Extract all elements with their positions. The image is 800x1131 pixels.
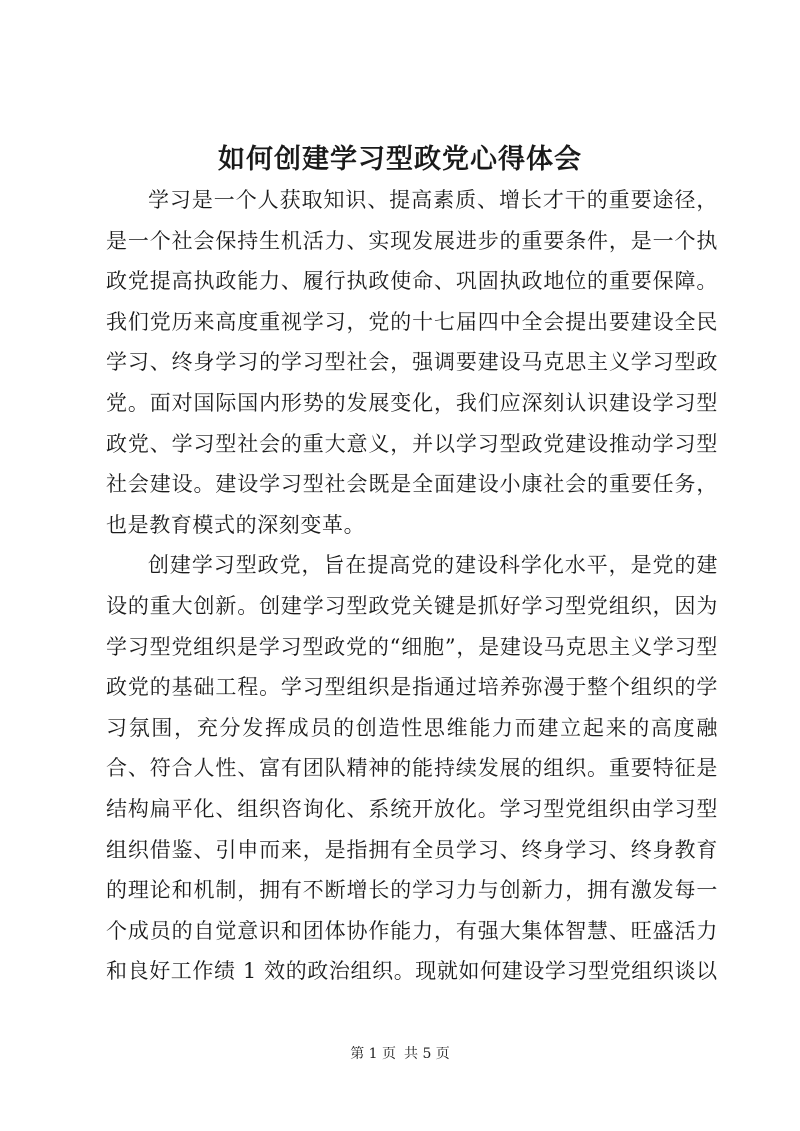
paragraph-1: 学习是一个人获取知识、提高素质、增长才干的重要途径，是一个社会保持生机活力、实现发展进步的重要条件，是一个执政党提高执政能力、履行执政使命、巩固执政地位的重要保障。我们党历来高度重视学习，党的十七届四中全会提出要建设全民学习、终身学习的学习型社会，强调要建设马克思主义学习型政党。面对国际国内形势的发展变化，我们应深刻认识建设学习型政党、学习型社会的重大意义，并以学习型政党建设推动学习型社会建设。建设学习型社会既是全面建设小康社会的重要任务，也是教育模式的深刻变革。 bbox=[106, 188, 718, 537]
document-body bbox=[106, 180, 718, 992]
document-title: 如何创建学习型政党心得体会 bbox=[218, 144, 582, 175]
paragraph-2: 创建学习型政党，旨在提高党的建设科学化水平，是党的建设的重大创新。创建学习型政党关键是抓好学习型党组织，因为学习型党组织是学习型政党的“细胞”，是建设马克思主义学习型政党的基础工程。学习型组织是指通过培养弥漫于整个组织的学习氛围，充分发挥成员的创造性思维能力而建立起来的高度融合、符合人性、富有团队精神的能持续发展的组织。重要特征是结构扁平化、组织咨询化、系统开放化。学习型党组织由学习型组织借鉴、引申而来，是指拥有全员学习、终身学习、终身教育的理论和机制，拥有不断增长的学习力与创新力，拥有激发每一个成员的自觉意识和团体协作能力，有强大集体智慧、旺盛活力和良好工作绩 1 效的政治组织。现就如何建设学习型党组织谈以 bbox=[106, 553, 718, 984]
page-footer bbox=[0, 1044, 800, 1064]
page-number: 第 1 页 bbox=[350, 1046, 396, 1062]
page-total: 共 5 页 bbox=[404, 1046, 450, 1062]
